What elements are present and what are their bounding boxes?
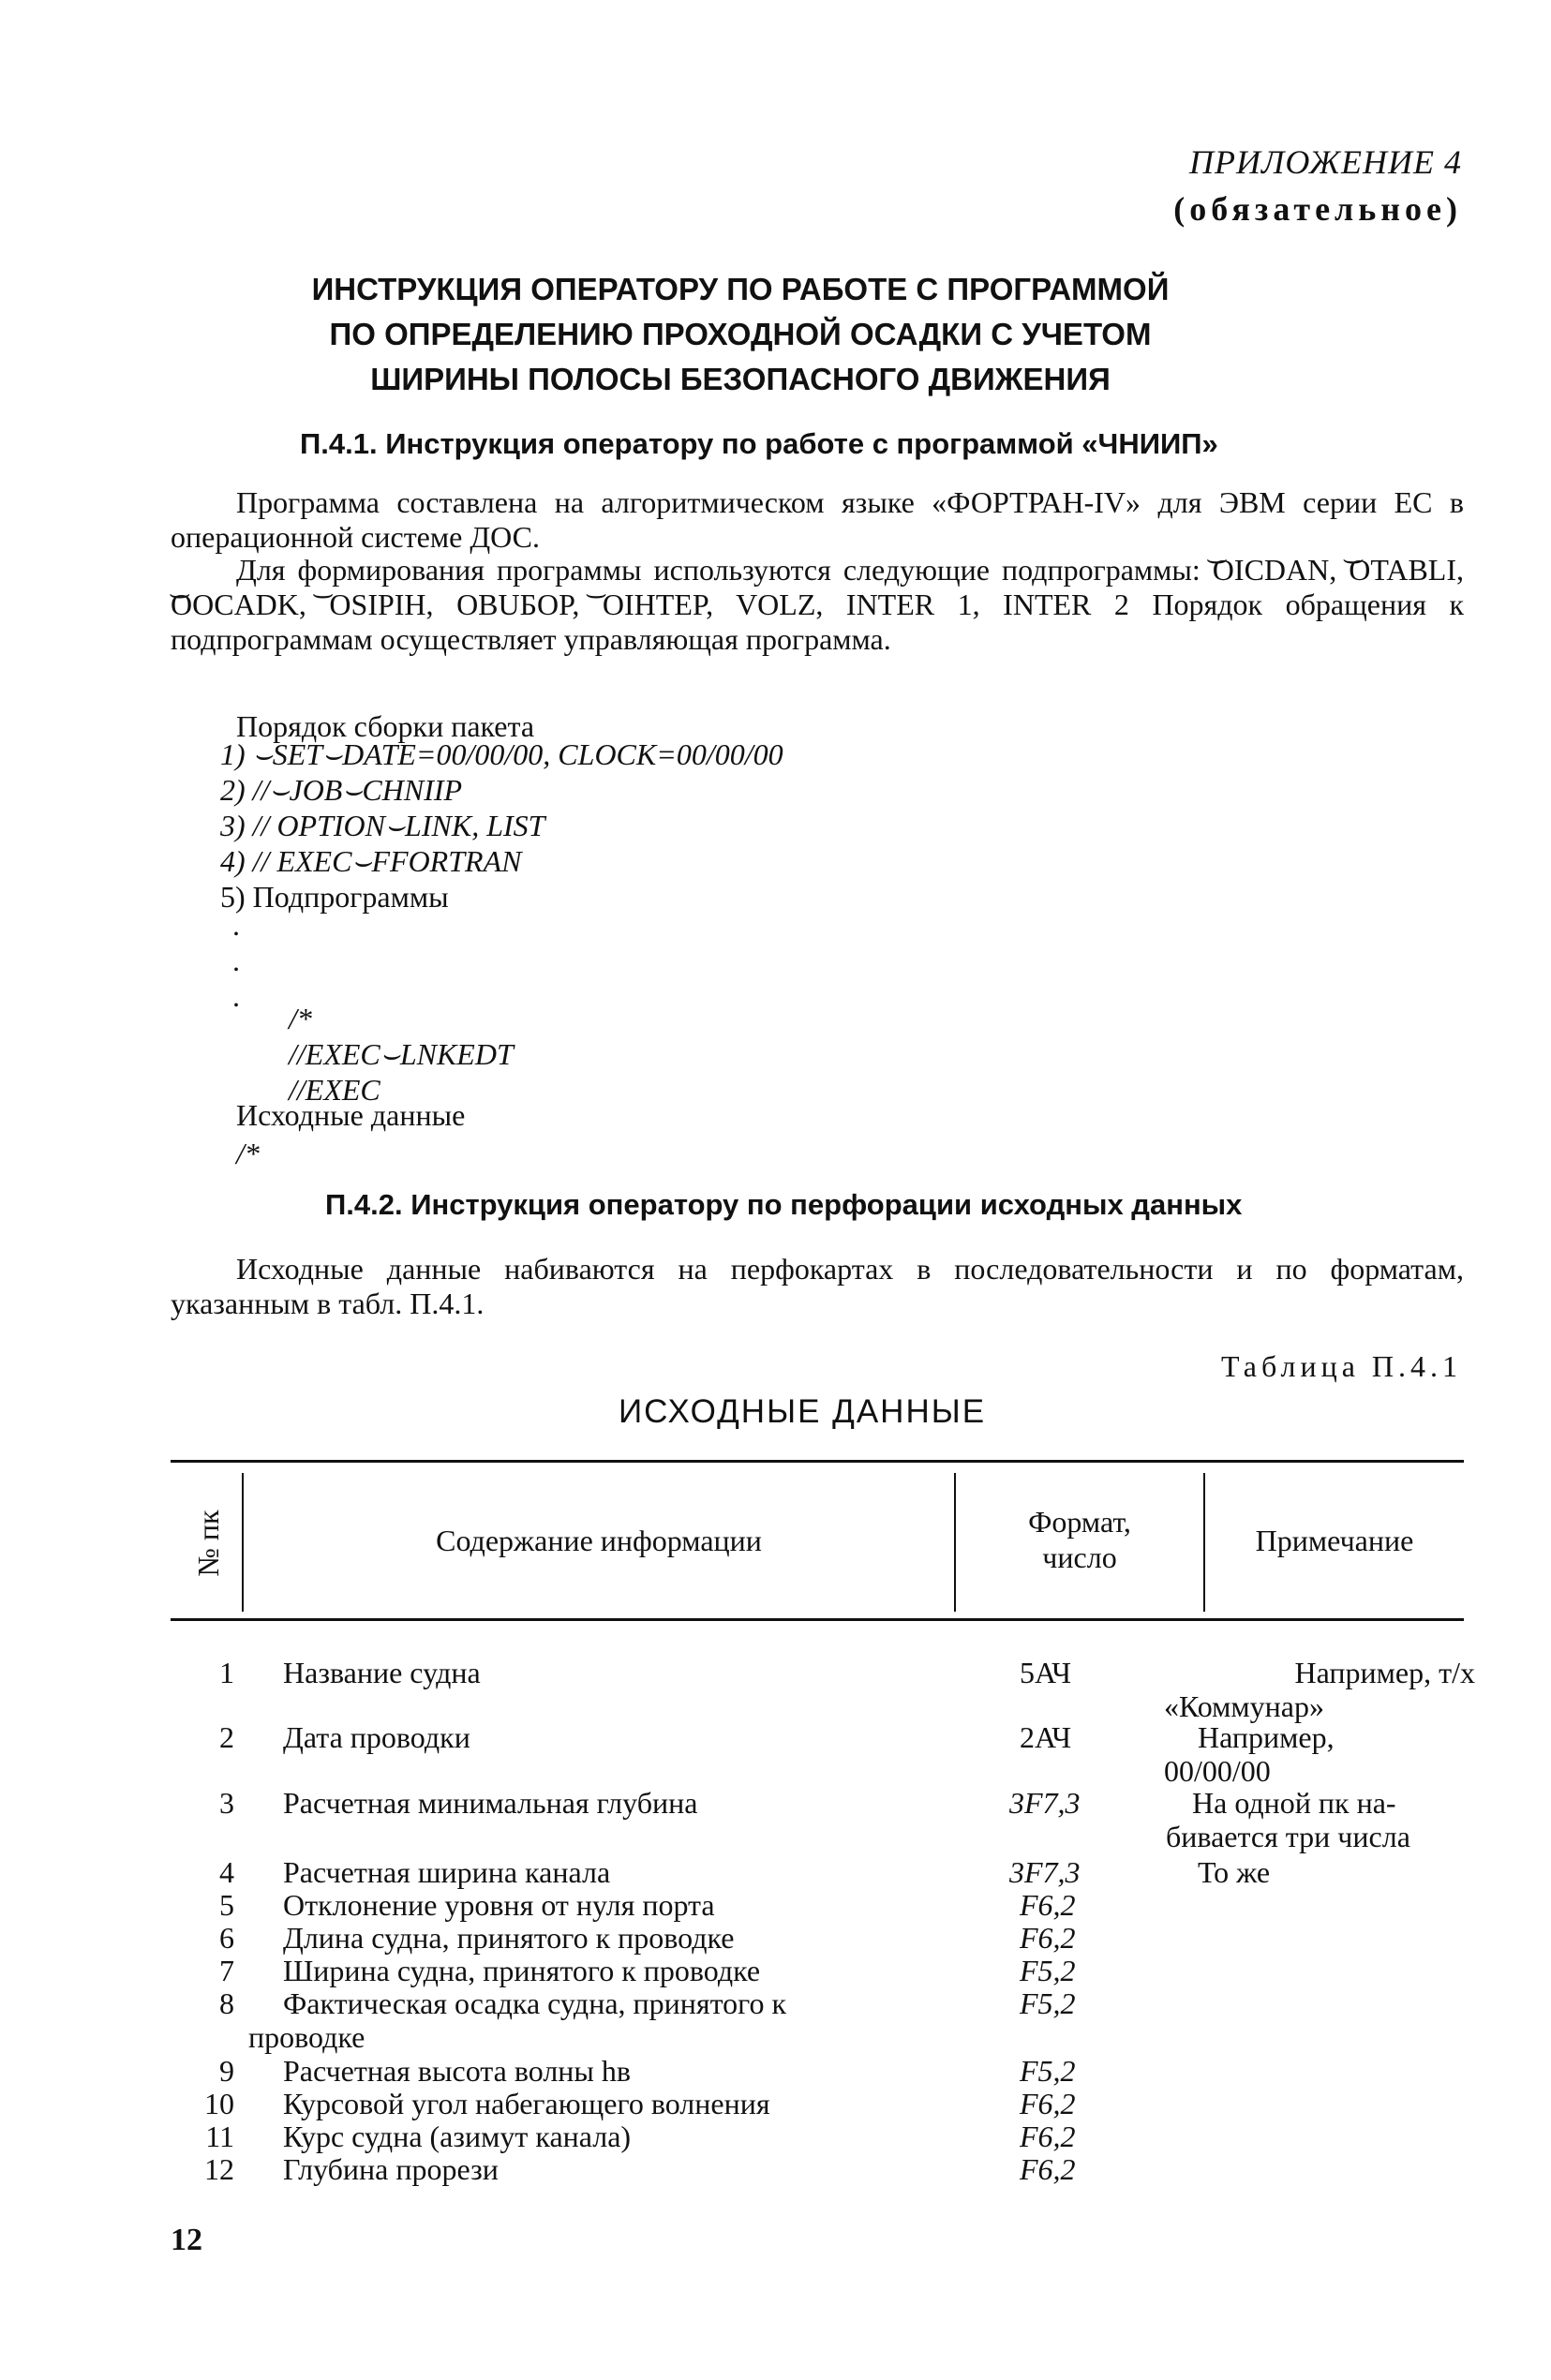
note-line: бивается три числа <box>1166 1820 1410 1853</box>
row-note <box>1164 1720 1335 1788</box>
appendix-status: (обязательное) <box>1173 190 1462 228</box>
row-format: 3F7,3 <box>1009 1855 1081 1889</box>
header-content: Содержание информации <box>436 1524 762 1557</box>
row-text: Отклонение уровня от нуля порта <box>283 1888 715 1922</box>
header-format <box>956 1504 1203 1575</box>
row-note <box>1164 1656 1475 1723</box>
end-mark: /* <box>236 1137 260 1170</box>
row-num: 6 <box>219 1921 234 1955</box>
row-num: 12 <box>204 2152 234 2186</box>
row-num: 1 <box>219 1656 234 1689</box>
row-num: 5 <box>219 1888 234 1922</box>
title-line: ШИРИНЫ ПОЛОСЫ БЕЗОПАСНОГО ДВИЖЕНИЯ <box>370 362 1111 396</box>
header-format-line: Формат, <box>1028 1505 1131 1539</box>
title-line: ИНСТРУКЦИЯ ОПЕРАТОРУ ПО РАБОТЕ С ПРОГРАММОЙ <box>311 272 1170 306</box>
row-note: То же <box>1198 1855 1271 1889</box>
row-text: Название судна <box>283 1656 481 1689</box>
row-text-cont: проводке <box>248 2020 365 2054</box>
row-num: 8 <box>219 1986 234 2020</box>
header-format-line: число <box>1042 1540 1117 1574</box>
row-num: 3 <box>219 1786 234 1820</box>
assembly-label: Порядок сборки пакета <box>236 709 535 743</box>
appendix-label: ПРИЛОЖЕНИЕ 4 <box>1189 143 1462 181</box>
table-caption: Таблица П.4.1 <box>1221 1349 1462 1383</box>
row-text: Курс судна (азимут канала) <box>283 2120 632 2153</box>
table-title: ИСХОДНЫЕ ДАННЫЕ <box>619 1393 987 1430</box>
row-format: F6,2 <box>1020 2087 1076 2120</box>
row-format: F5,2 <box>1020 1986 1076 2020</box>
tail-line: //EXEC⌣LNKEDT <box>289 1037 514 1071</box>
step-line: 5) Подпрограммы <box>220 880 449 914</box>
ellipsis-dots <box>232 907 240 1014</box>
row-format: 3F7,3 <box>1009 1786 1081 1820</box>
note-line: Например, <box>1198 1720 1335 1754</box>
table-top-rule <box>171 1460 1464 1463</box>
row-text: Расчетная ширина канала <box>283 1855 611 1889</box>
row-format: F5,2 <box>1020 1954 1076 1987</box>
tail-line: /* <box>289 1002 312 1035</box>
row-text: Расчетная высота волны hв <box>283 2054 632 2088</box>
assembly-steps <box>220 736 783 915</box>
row-format: F6,2 <box>1020 2120 1076 2153</box>
dot: . <box>232 908 240 942</box>
row-text: Ширина судна, принятого к проводке <box>283 1954 761 1987</box>
dot: . <box>232 979 240 1013</box>
section1-para1: Программа составлена на алгоритмическом языке «ФОРТРАН-IV» для ЭВМ серии ЕС в операционной системе ДОС. <box>171 485 1464 554</box>
row-text: Курсовой угол набегающего волнения <box>283 2087 770 2120</box>
row-note <box>1166 1786 1410 1853</box>
row-num: 7 <box>219 1954 234 1987</box>
tail-line: //EXEC <box>289 1073 380 1107</box>
section2-heading: П.4.2. Инструкция оператору по перфорации исходных данных <box>325 1188 1243 1221</box>
step-line: 3) // OPTION⌣LINK, LIST <box>220 809 545 842</box>
section1-heading: П.4.1. Инструкция оператору по работе с программой «ЧНИИП» <box>300 427 1218 460</box>
row-format: 5АЧ <box>1020 1656 1072 1689</box>
note-line: 00/00/00 <box>1164 1754 1271 1788</box>
header-num: № пк <box>191 1510 225 1577</box>
row-text: Длина судна, принятого к проводке <box>283 1921 735 1955</box>
note-line: Например, т/х <box>1294 1656 1475 1689</box>
row-num: 2 <box>219 1720 234 1754</box>
header-note: Примечание <box>1255 1524 1414 1557</box>
row-format: F6,2 <box>1020 1921 1076 1955</box>
note-line: «Коммунар» <box>1164 1689 1324 1723</box>
section1-para2: Для формирования программы используются следующие подпрограммы: ͝OICDAN, ͝OTABLI, ͝OOCADK, ͝OSIPIH, OBUБOP, ͝OIHTEP, VOLZ, INTER 1, INTER 2 Порядок обращения к подпрограммам осуществляет управляющая программа. <box>171 553 1464 656</box>
step-line: 4) // EXEC⌣FFORTRAN <box>220 844 522 878</box>
title-line: ПО ОПРЕДЕЛЕНИЮ ПРОХОДНОЙ ОСАДКИ С УЧЕТОМ <box>329 317 1152 351</box>
main-title <box>169 267 1312 402</box>
row-format: 2АЧ <box>1020 1720 1072 1754</box>
table-header-rule <box>171 1618 1464 1621</box>
note-line: На одной пк на- <box>1192 1786 1396 1820</box>
row-text: Расчетная минимальная глубина <box>283 1786 698 1820</box>
row-num: 4 <box>219 1855 234 1889</box>
row-format: F6,2 <box>1020 1888 1076 1922</box>
row-format: F6,2 <box>1020 2152 1076 2186</box>
row-num: 9 <box>219 2054 234 2088</box>
row-text: Глубина прорези <box>283 2152 499 2186</box>
step-line: 1) ⌣SET⌣DATE=00/00/00, CLOCK=00/00/00 <box>220 737 783 771</box>
row-text: Дата проводки <box>283 1720 470 1754</box>
row-text: Фактическая осадка судна, принятого к <box>283 1986 787 2020</box>
page-number: 12 <box>171 2223 202 2257</box>
row-num: 11 <box>205 2120 234 2153</box>
input-label: Исходные данные <box>236 1098 466 1132</box>
row-format: F5,2 <box>1020 2054 1076 2088</box>
appendix-header <box>1173 139 1462 232</box>
step-line: 2) //⌣JOB⌣CHNIIP <box>220 773 463 807</box>
exec-tail <box>289 1001 514 1108</box>
dot: . <box>232 944 240 977</box>
row-num: 10 <box>204 2087 234 2120</box>
section2-para: Исходные данные набиваются на перфокартах в последовательности и по форматам, указанным в табл. П.4.1. <box>171 1252 1464 1320</box>
